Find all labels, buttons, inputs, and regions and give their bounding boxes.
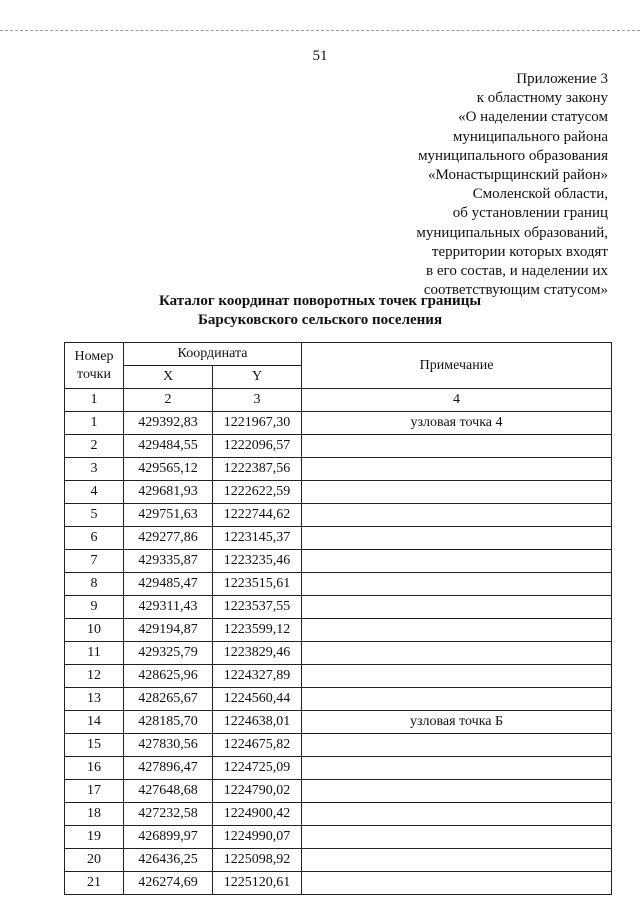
note-cell — [302, 504, 612, 527]
table-row — [65, 849, 612, 872]
appendix-line: муниципальных образований, — [416, 224, 608, 241]
x-cell: 427232,58 — [124, 803, 213, 826]
table-row — [65, 481, 612, 504]
x-cell: 429335,87 — [124, 550, 213, 573]
point-number-cell: 21 — [65, 872, 124, 895]
column-number-4: 4 — [302, 389, 612, 412]
x-cell: 429681,93 — [124, 481, 213, 504]
column-number-2: 2 — [124, 389, 213, 412]
table-row — [65, 757, 612, 780]
page-number: 51 — [312, 48, 328, 64]
point-number-cell: 18 — [65, 803, 124, 826]
note-cell: узловая точка Б — [302, 711, 612, 734]
appendix-line: муниципального образования — [418, 147, 608, 164]
y-cell: 1225120,61 — [213, 872, 302, 895]
point-number-cell: 20 — [65, 849, 124, 872]
note-cell — [302, 734, 612, 757]
header-point-number — [65, 343, 124, 389]
table-row — [65, 803, 612, 826]
note-cell — [302, 872, 612, 895]
y-cell: 1224638,01 — [213, 711, 302, 734]
title-line-1: Каталог координат поворотных точек границы — [158, 293, 482, 309]
point-number-cell: 15 — [65, 734, 124, 757]
x-cell: 426899,97 — [124, 826, 213, 849]
note-cell — [302, 596, 612, 619]
point-number-cell: 1 — [65, 412, 124, 435]
table-row — [65, 412, 612, 435]
column-number-1: 1 — [65, 389, 124, 412]
note-cell — [302, 550, 612, 573]
point-number-cell: 17 — [65, 780, 124, 803]
x-cell: 426436,25 — [124, 849, 213, 872]
table-row — [65, 504, 612, 527]
point-number-cell: 16 — [65, 757, 124, 780]
y-cell: 1223829,46 — [213, 642, 302, 665]
y-cell: 1223515,61 — [213, 573, 302, 596]
point-number-cell: 3 — [65, 458, 124, 481]
appendix-line: Смоленской области, — [472, 186, 608, 203]
x-cell: 427648,68 — [124, 780, 213, 803]
y-cell: 1221967,30 — [213, 412, 302, 435]
appendix-line: «О наделении статусом — [458, 109, 608, 126]
point-number-cell: 7 — [65, 550, 124, 573]
header-point-number-line2: точки — [77, 366, 111, 382]
header-note: Примечание — [302, 343, 612, 389]
y-cell: 1222744,62 — [213, 504, 302, 527]
y-cell: 1225098,92 — [213, 849, 302, 872]
x-cell: 429484,55 — [124, 435, 213, 458]
point-number-cell: 12 — [65, 665, 124, 688]
appendix-line: муниципального района — [452, 128, 608, 145]
y-cell: 1224675,82 — [213, 734, 302, 757]
y-cell: 1223599,12 — [213, 619, 302, 642]
table-row — [65, 458, 612, 481]
x-cell: 429311,43 — [124, 596, 213, 619]
y-cell: 1224900,42 — [213, 803, 302, 826]
note-cell — [302, 780, 612, 803]
y-cell: 1223145,37 — [213, 527, 302, 550]
note-cell — [302, 803, 612, 826]
point-number-cell: 11 — [65, 642, 124, 665]
y-cell: 1223537,55 — [213, 596, 302, 619]
note-cell — [302, 849, 612, 872]
point-number-cell: 6 — [65, 527, 124, 550]
note-cell — [302, 527, 612, 550]
point-number-cell: 5 — [65, 504, 124, 527]
note-cell: узловая точка 4 — [302, 412, 612, 435]
x-cell: 428625,96 — [124, 665, 213, 688]
header-point-number-line1: Номер — [74, 348, 114, 364]
note-cell — [302, 619, 612, 642]
point-number-cell: 4 — [65, 481, 124, 504]
table-row — [65, 665, 612, 688]
appendix-line: Приложение 3 — [516, 71, 608, 87]
table-row — [65, 780, 612, 803]
point-number-cell: 13 — [65, 688, 124, 711]
header-x: X — [124, 366, 213, 389]
y-cell: 1222622,59 — [213, 481, 302, 504]
note-cell — [302, 481, 612, 504]
column-number-3: 3 — [213, 389, 302, 412]
point-number-cell: 10 — [65, 619, 124, 642]
point-number-cell: 8 — [65, 573, 124, 596]
note-cell — [302, 688, 612, 711]
point-number-cell: 14 — [65, 711, 124, 734]
appendix-line: соответствующим статусом» — [423, 282, 608, 299]
header-y: Y — [213, 366, 302, 389]
scan-artifact-line — [0, 30, 640, 31]
title-line-2: Барсуковского сельского поселения — [197, 312, 443, 328]
x-cell: 426274,69 — [124, 872, 213, 895]
y-cell: 1224327,89 — [213, 665, 302, 688]
y-cell: 1224790,02 — [213, 780, 302, 803]
x-cell: 429485,47 — [124, 573, 213, 596]
point-number-cell: 2 — [65, 435, 124, 458]
x-cell: 429277,86 — [124, 527, 213, 550]
y-cell: 1224990,07 — [213, 826, 302, 849]
point-number-cell: 9 — [65, 596, 124, 619]
appendix-line: территории которых входят — [431, 243, 608, 260]
appendix-line: «Монастырщинский район» — [427, 167, 608, 184]
y-cell: 1223235,46 — [213, 550, 302, 573]
x-cell: 429194,87 — [124, 619, 213, 642]
point-number-cell: 19 — [65, 826, 124, 849]
table-row — [65, 872, 612, 895]
x-cell: 429565,12 — [124, 458, 213, 481]
x-cell: 428185,70 — [124, 711, 213, 734]
table-row — [65, 573, 612, 596]
note-cell — [302, 665, 612, 688]
table-row — [65, 688, 612, 711]
table-row — [65, 734, 612, 757]
x-cell: 429751,63 — [124, 504, 213, 527]
x-cell: 428265,67 — [124, 688, 213, 711]
y-cell: 1224725,09 — [213, 757, 302, 780]
table-row — [65, 619, 612, 642]
y-cell: 1222096,57 — [213, 435, 302, 458]
y-cell: 1224560,44 — [213, 688, 302, 711]
x-cell: 427896,47 — [124, 757, 213, 780]
note-cell — [302, 642, 612, 665]
note-cell — [302, 826, 612, 849]
coordinates-table — [64, 342, 612, 895]
note-cell — [302, 757, 612, 780]
appendix-line: к областному закону — [476, 90, 608, 107]
table-row — [65, 550, 612, 573]
appendix-line: об установлении границ — [452, 205, 608, 222]
table-row — [65, 435, 612, 458]
table-row — [65, 642, 612, 665]
appendix-header — [416, 70, 608, 300]
header-coordinate: Координата — [124, 343, 302, 366]
table-row — [65, 711, 612, 734]
appendix-line: в его состав, и наделении их — [426, 263, 608, 280]
y-cell: 1222387,56 — [213, 458, 302, 481]
note-cell — [302, 435, 612, 458]
note-cell — [302, 573, 612, 596]
x-cell: 429325,79 — [124, 642, 213, 665]
note-cell — [302, 458, 612, 481]
x-cell: 429392,83 — [124, 412, 213, 435]
table-row — [65, 527, 612, 550]
table-row — [65, 826, 612, 849]
table-row — [65, 596, 612, 619]
document-title — [0, 292, 640, 330]
x-cell: 427830,56 — [124, 734, 213, 757]
